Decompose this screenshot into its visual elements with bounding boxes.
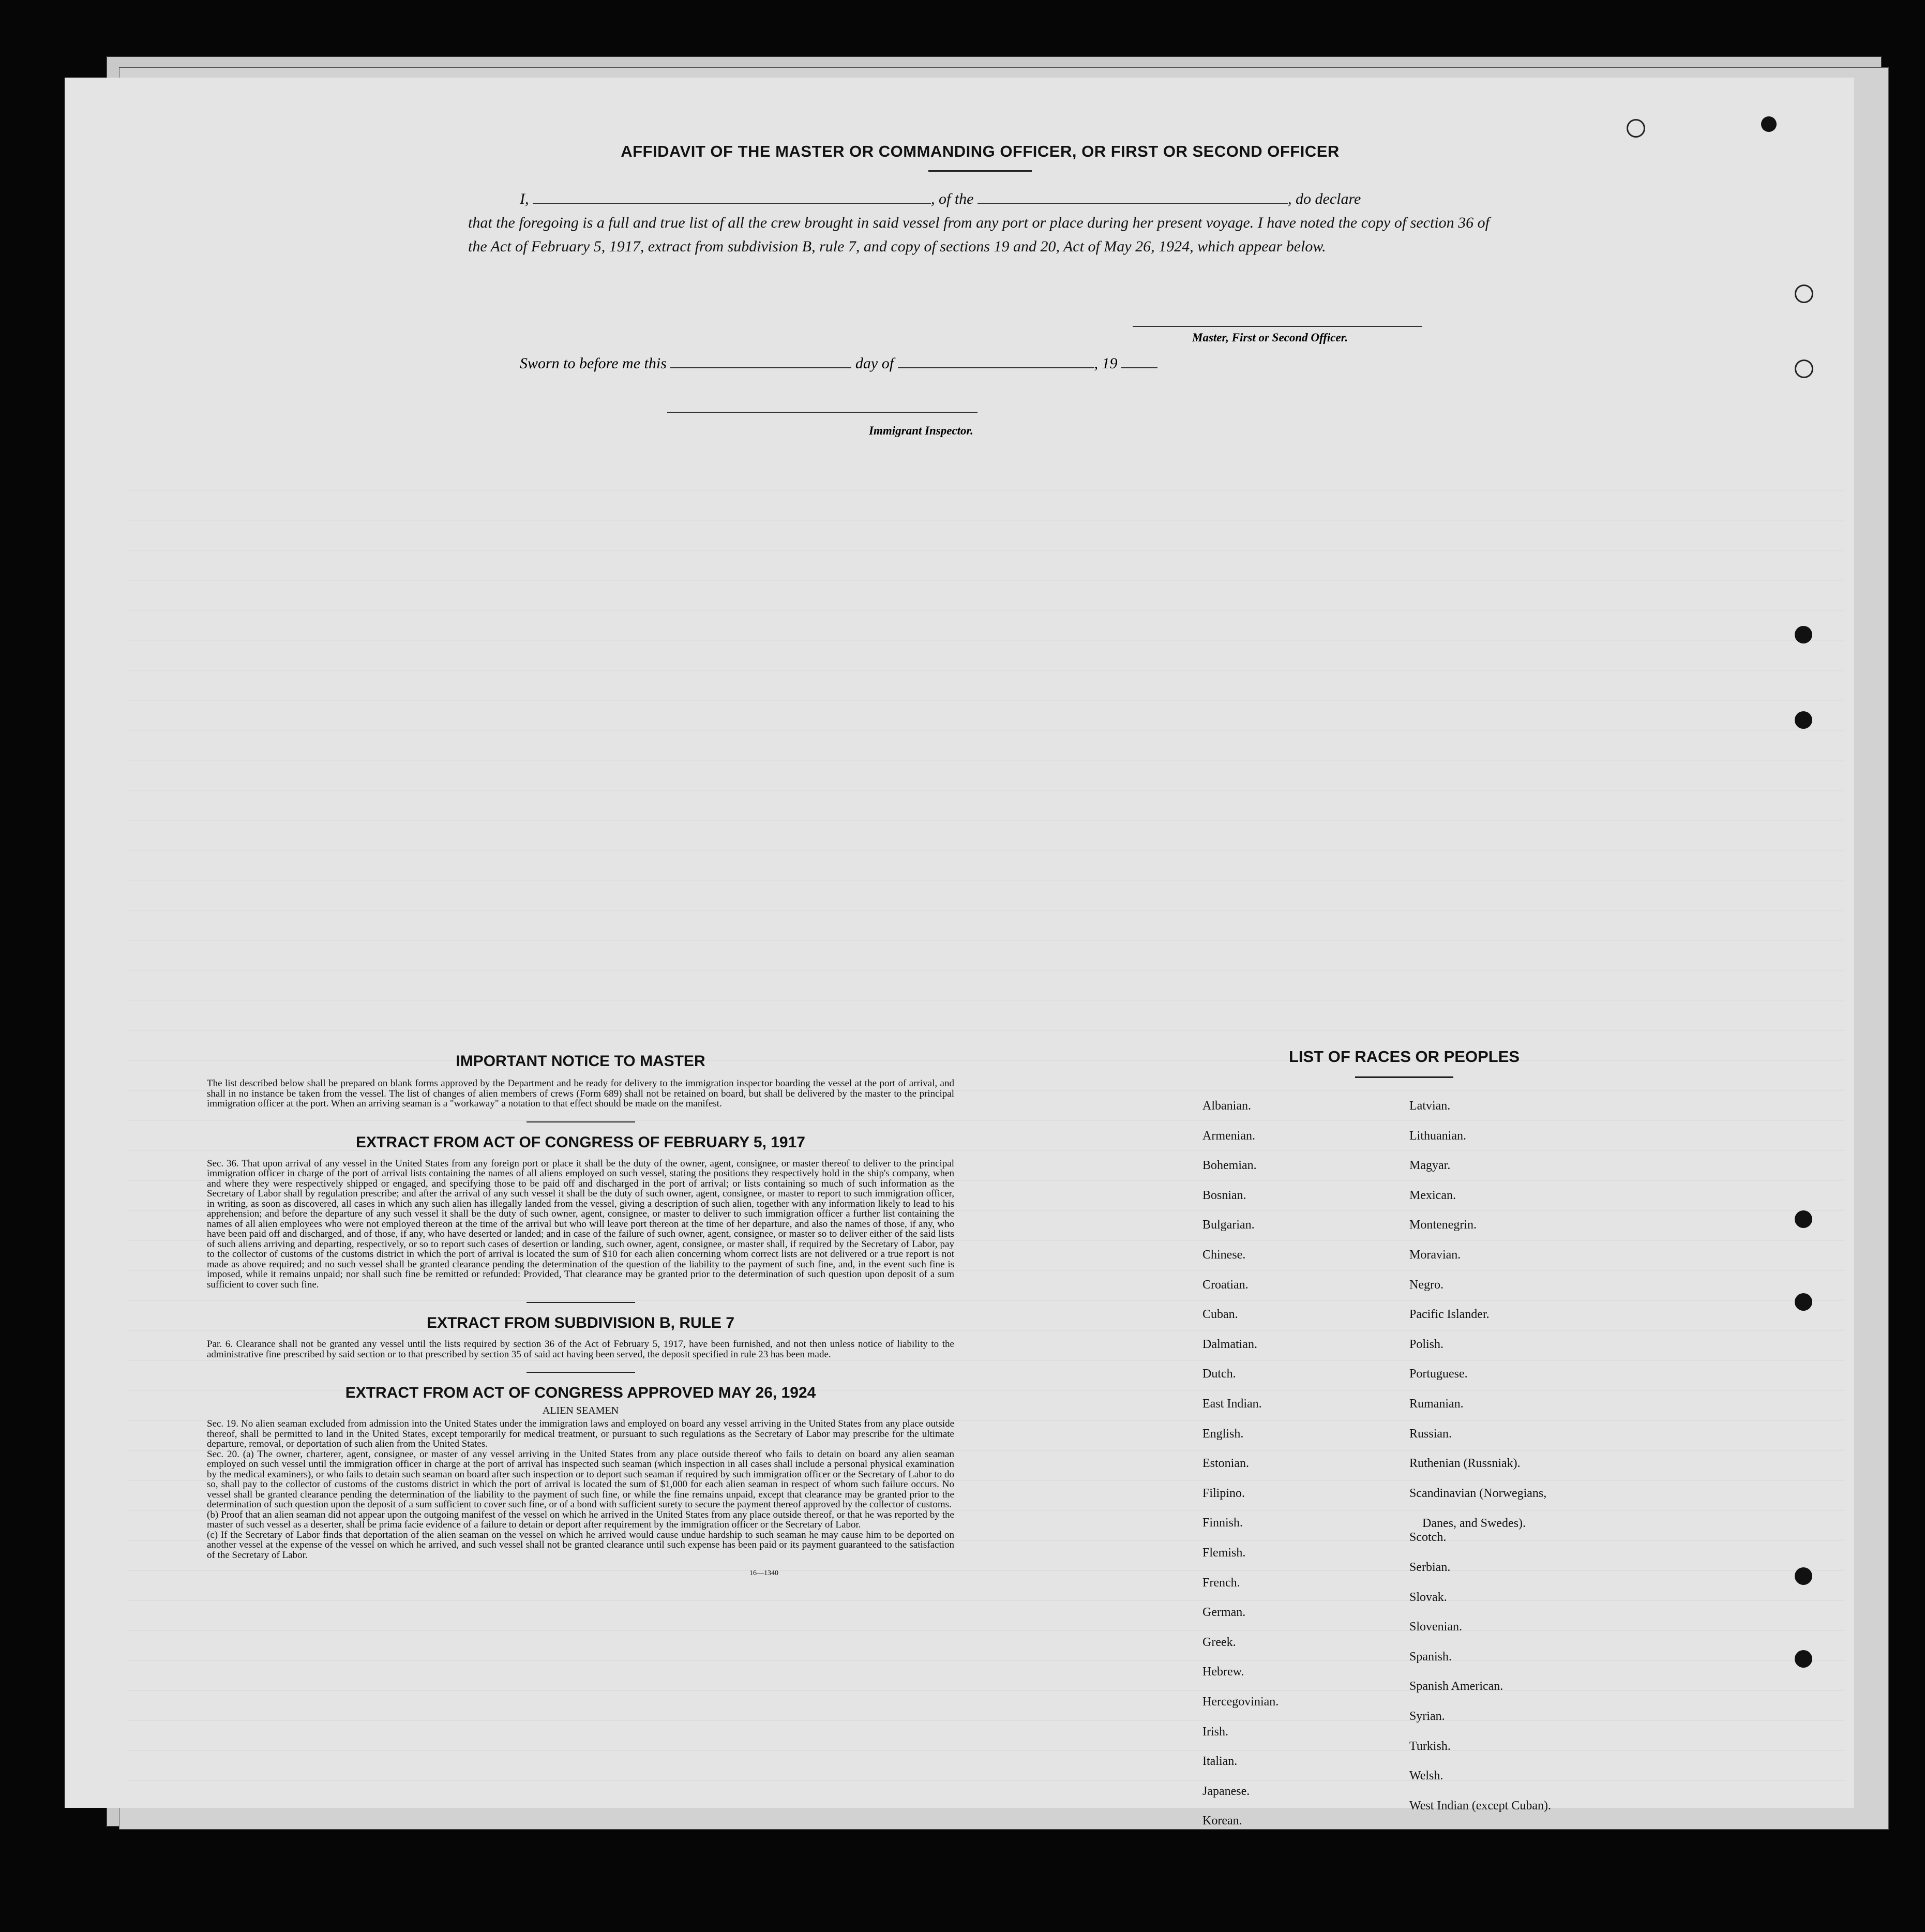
race-item: Rumanian. xyxy=(1409,1397,1464,1411)
race-item: Spanish American. xyxy=(1409,1680,1503,1694)
race-item: Magyar. xyxy=(1409,1159,1451,1173)
race-item: Italian. xyxy=(1202,1755,1238,1769)
notice-title: IMPORTANT NOTICE TO MASTER xyxy=(456,1053,705,1070)
sworn-day-of: day of xyxy=(855,355,894,372)
race-item: Chinese. xyxy=(1202,1248,1246,1262)
section-20c-text: (c) If the Secretary of Labor finds that deportation of the alien seaman on the vessel on which he arrived would cause undue hardship to such seaman he may cause him to be deported on another vessel at the expense of the vessel on which he arrived, and such vessel shall not be granted clearance until such expense has been paid or its payment guaranteed to the satisfaction of the Secretary of Labor. xyxy=(207,1529,954,1561)
punch-hole xyxy=(1795,1567,1812,1585)
declaration-do-declare: , do declare xyxy=(1288,190,1361,207)
races-list xyxy=(1197,1047,1611,1828)
race-item: Slovenian. xyxy=(1409,1620,1462,1634)
race-item: Scotch. xyxy=(1409,1531,1447,1545)
race-item: Montenegrin. xyxy=(1409,1218,1477,1232)
race-item: German. xyxy=(1202,1606,1246,1620)
race-item: Japanese. xyxy=(1202,1784,1250,1798)
document-page xyxy=(65,78,1854,1828)
race-item: Filipino. xyxy=(1202,1486,1245,1500)
race-item: Pacific Islander. xyxy=(1409,1308,1490,1322)
inspector-label: Immigrant Inspector. xyxy=(869,424,973,437)
sworn-text: Sworn to before me this xyxy=(520,355,667,372)
ring-hole xyxy=(1795,284,1813,303)
race-item: Estonian. xyxy=(1202,1457,1249,1471)
race-item: French. xyxy=(1202,1576,1240,1590)
ring-hole xyxy=(1795,360,1813,378)
punch-hole xyxy=(1795,1650,1812,1668)
race-item: Serbian. xyxy=(1409,1561,1451,1574)
affidavit-body xyxy=(468,187,1492,259)
race-item: Hebrew. xyxy=(1202,1665,1244,1679)
races-title: LIST OF RACES OR PEOPLES xyxy=(1288,1047,1520,1066)
race-item: Latvian. xyxy=(1409,1099,1451,1113)
race-item: Turkish. xyxy=(1409,1739,1451,1753)
race-item: Danes, and Swedes). xyxy=(1422,1516,1526,1530)
race-item: Bohemian. xyxy=(1202,1159,1257,1173)
race-item: Mexican. xyxy=(1409,1188,1456,1202)
divider xyxy=(527,1372,635,1373)
race-item: Syrian. xyxy=(1409,1710,1445,1723)
race-item: Flemish. xyxy=(1202,1546,1246,1560)
race-item: Albanian. xyxy=(1202,1099,1251,1113)
punch-hole xyxy=(1761,116,1777,132)
divider xyxy=(527,1121,635,1122)
punch-hole xyxy=(1795,1210,1812,1228)
declaration-line xyxy=(468,187,1492,211)
races-title-rule xyxy=(1355,1076,1453,1078)
section-20b-text: (b) Proof that an alien seaman did not appear upon the outgoing manifest of the vessel on which he arrived in the United States from any place outside thereof, or that he was reported by the master of such vessel as a deserter, shall be prima facie evidence of a failure to detain or deport after requirement by the immigration officer or the Secretary of Labor. xyxy=(207,1509,954,1530)
race-item: Slovak. xyxy=(1409,1590,1447,1604)
punch-hole xyxy=(1795,1293,1812,1311)
divider xyxy=(527,1302,635,1303)
extract-1924-title: EXTRACT FROM ACT OF CONGRESS APPROVED MAY 26, 1924 xyxy=(345,1384,816,1401)
race-item: Bosnian. xyxy=(1202,1188,1246,1202)
race-item: Finnish. xyxy=(1202,1516,1243,1530)
race-item: Portuguese. xyxy=(1409,1367,1468,1381)
affidavit-title: AFFIDAVIT OF THE MASTER OR COMMANDING OFFICER, OR FIRST OR SECOND OFFICER xyxy=(621,142,1340,160)
declaration-i: I, xyxy=(520,190,529,207)
extract-1917-title: EXTRACT FROM ACT OF CONGRESS OF FEBRUARY 5, 1917 xyxy=(356,1133,805,1151)
race-item: Negro. xyxy=(1409,1278,1443,1292)
punch-hole xyxy=(1795,626,1812,643)
race-item: Lithuanian. xyxy=(1409,1129,1466,1143)
legal-notices xyxy=(207,1053,954,1578)
race-item: Dalmatian. xyxy=(1202,1337,1257,1351)
extract-1917-text: Sec. 36. That upon arrival of any vessel in the United States from any foreign port or place it shall be the duty of the owner, agent, consignee, or master thereof to deliver to the principal immigration officer in charge of the port of arrival lists containing the names of all aliens employed on such vessel, stating the positions they respectively hold in the ship's company, when and where they were respectively shipped or engaged, and specifying those to be paid off and discharged in the port of arrival; or lists containing so much of such information as the Secretary of Labor shall by regulation prescribe; and after the arrival of any such vessel it shall be the duty of such owner, agent, consignee, or master to report to such immigration officer, in writing, as soon as discovered, all cases in which any such alien has illegally landed from the vessel, giving a description of such alien, together with any information likely to lead to his apprehension; and before the departure of any such vessel it shall be the duty of such owner, agent, consignee, or master to deliver to such immigration officer a further list containing the names of all alien employees who were not employed thereon at the time of the arrival but who will leave port thereon at the time of her departure, and also the names of those, if any, who have been paid off and discharged, and of those, if any, who have deserted or landed; and in case of the failure of such owner, agent, consignee, or master so to deliver either of the said lists of such aliens arriving and departing, respectively, or so to report such cases of desertion or landing, such owner, agent, consignee, or master shall, if required by the Secretary of Labor, pay to the collector of customs of the customs district in which the port of arrival is located the sum of $10 for each alien concerning whom correct lists are not delivered or a true report is not made as above required; and no such vessel shall be granted clearance pending the determination of the question of the liability to the payment of such fine, and, in the event such fine is imposed, while it remains unpaid; nor shall such fine be remitted or refunded: Provided, That clearance may be granted prior to the determination of such question upon deposit of a sum sufficient to cover such fine. xyxy=(207,1158,954,1290)
race-item: Ruthenian (Russniak). xyxy=(1409,1457,1521,1471)
race-item: Welsh. xyxy=(1409,1769,1443,1783)
race-item: Cuban. xyxy=(1202,1308,1238,1322)
race-item: Korean. xyxy=(1202,1814,1242,1828)
race-item: West Indian (except Cuban). xyxy=(1409,1799,1551,1813)
race-item: Scandinavian (Norwegians, xyxy=(1409,1486,1547,1500)
form-number: 16—1340 xyxy=(749,1569,778,1577)
race-item: Russian. xyxy=(1409,1427,1452,1441)
race-item: Polish. xyxy=(1409,1337,1444,1351)
race-item: Bulgarian. xyxy=(1202,1218,1255,1232)
section-20a-text: Sec. 20. (a) The owner, charterer, agent, consignee, or master of any vessel arriving in the United States from any place outside thereof who fails to detain on board any alien seaman employed on such vessel until the immigration officer in charge at the port of arrival has inspected such seaman (which inspection in all cases shall include a personal physical examination by the medical examiners), or who fails to detain such seaman on board after such inspection or to deport such seaman if required by such immigration officer or the Secretary of Labor to do so, shall pay to the collector of customs of the customs district in which the port of arrival is located the sum of $1,000 for each alien seaman in respect of whom such failure occurs. No vessel shall be granted clearance pending the determination of the liability to the payment of such fine, or while the fine remains unpaid, except that clearance may be granted prior to the determination of such question upon the deposit of a sum sufficient to cover such fine, or of a bond with sufficient surety to secure the payment thereof approved by the collector of customs. xyxy=(207,1448,954,1510)
race-item: Spanish. xyxy=(1409,1650,1452,1664)
vessel-blank[interactable] xyxy=(977,203,1288,204)
name-blank[interactable] xyxy=(533,203,931,204)
affidavit-section xyxy=(468,142,1492,259)
race-item: English. xyxy=(1202,1427,1244,1441)
race-item: Dutch. xyxy=(1202,1367,1236,1381)
race-item: Irish. xyxy=(1202,1725,1228,1739)
race-item: East Indian. xyxy=(1202,1397,1262,1411)
master-label: Master, First or Second Officer. xyxy=(1192,331,1348,344)
inspector-signature-line[interactable] xyxy=(667,412,977,413)
sworn-year-blank[interactable] xyxy=(1121,367,1157,368)
sworn-year: , 19 xyxy=(1094,355,1118,372)
declaration-of-the: , of the xyxy=(931,190,974,207)
sworn-day-blank[interactable] xyxy=(670,367,851,368)
race-item: Moravian. xyxy=(1409,1248,1461,1262)
alien-seamen-subtitle: ALIEN SEAMEN xyxy=(542,1405,619,1416)
master-signature-line[interactable] xyxy=(1133,326,1422,327)
race-item: Hercegovinian. xyxy=(1202,1695,1279,1709)
race-item: Greek. xyxy=(1202,1635,1236,1649)
race-item: Croatian. xyxy=(1202,1278,1249,1292)
section-19-text: Sec. 19. No alien seaman excluded from admission into the United States under the immigration laws and employed on board any vessel arriving in the United States from any place outside thereof, shall be permitted to land in the United States, except temporarily for medical treatment, or pursuant to such regulations as the Secretary of Labor may prescribe for the ultimate departure, removal, or deportation of such alien from the United States. xyxy=(207,1418,954,1449)
notice-text: The list described below shall be prepared on blank forms approved by the Department and be ready for delivery to the immigration inspector boarding the vessel at the port of arrival, and shall in no instance be taken from the vessel. The list of changes of alien members of crews (Form 689) shall not be retained on board, but shall be delivered by the master to the principal immigration officer at the port. When an arriving seaman is a "workaway" a notation to that effect should be made on the manifest. xyxy=(207,1078,954,1109)
title-rule xyxy=(928,170,1032,172)
race-item: Armenian. xyxy=(1202,1129,1255,1143)
punch-hole xyxy=(1795,711,1812,729)
sworn-month-blank[interactable] xyxy=(898,367,1094,368)
sworn-line xyxy=(520,355,1157,372)
subdivision-b-title: EXTRACT FROM SUBDIVISION B, RULE 7 xyxy=(426,1314,735,1331)
subdivision-b-text: Par. 6. Clearance shall not be granted any vessel until the lists required by section 36 of the Act of February 5, 1917, have been furnished, and not then unless notice of liability to the administrative fine prescribed by said section or to that prescribed by section 35 of said act having been served, the deposit specified in rule 23 has been made. xyxy=(207,1339,954,1360)
ring-hole xyxy=(1627,119,1645,138)
affidavit-text: that the foregoing is a full and true list of all the crew brought in said vessel from any port or place during her present voyage. I have noted the copy of section 36 of the Act of February 5, 1917, extract from subdivision B, rule 7, and copy of sections 19 and 20, Act of May 26, 1924, which appear below. xyxy=(468,214,1490,255)
